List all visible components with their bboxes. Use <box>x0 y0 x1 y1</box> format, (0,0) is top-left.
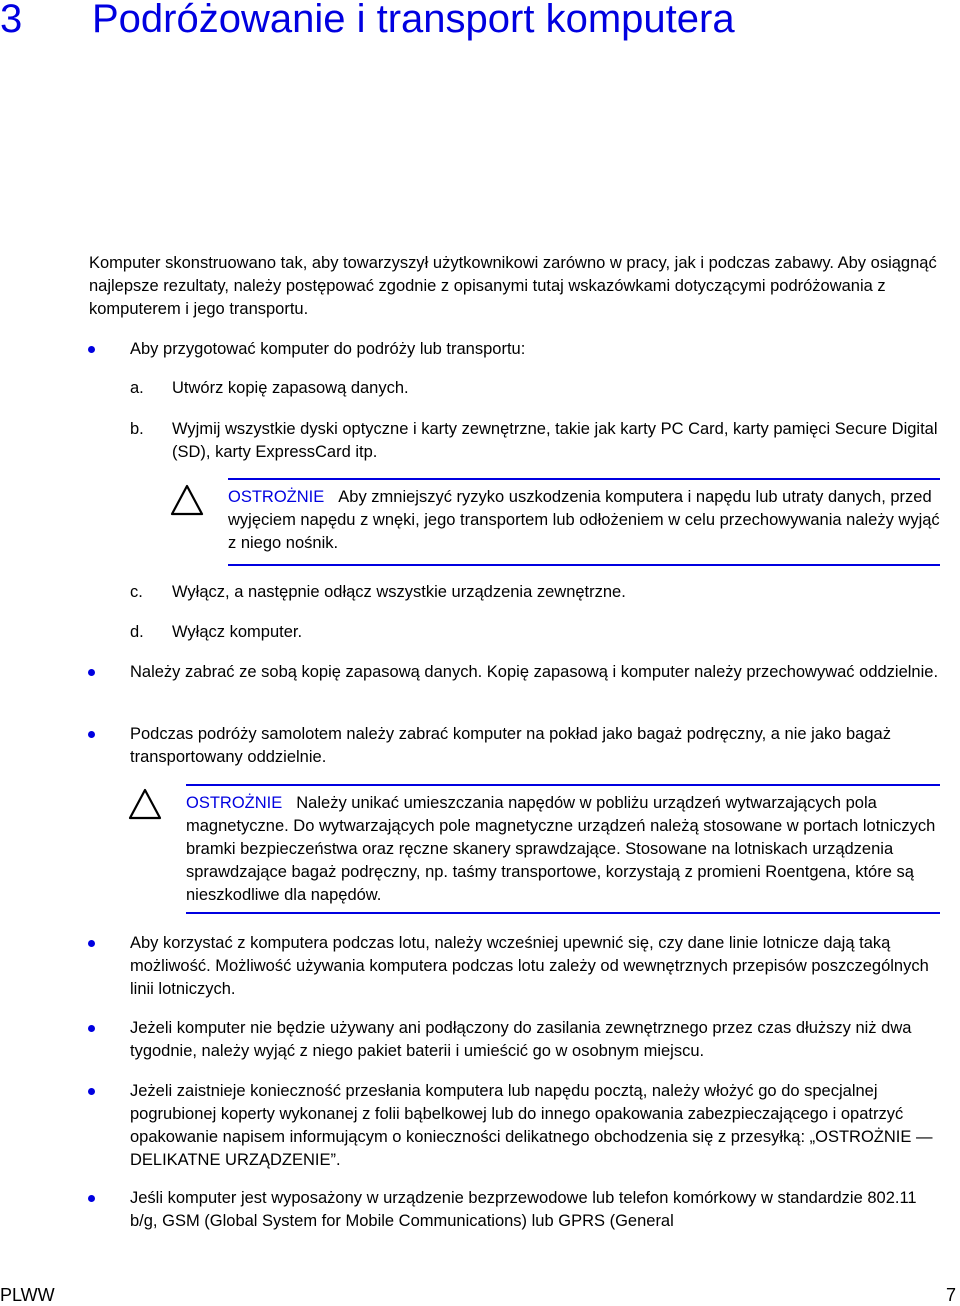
bullet-item-backup: Należy zabrać ze sobą kopię zapasową danych. Kopię zapasową i komputer należy przechowywać oddzielnie. <box>130 663 939 681</box>
caution-bottom-rule <box>186 912 940 914</box>
step-text-c: Wyłącz, a następnie odłącz wszystkie urządzenia zewnętrzne. <box>172 583 626 601</box>
bullet-icon <box>88 1088 95 1095</box>
step-label-d: d. <box>130 623 144 641</box>
intro-paragraph: Komputer skonstruowano tak, aby towarzyszył użytkownikowi zarówno w pracy, jak i podczas zabawy. Aby osiągnąć najlepsze rezultaty, należy postępować zgodnie z opisanymi tutaj wskazówkami dotyczącymi podróżowania z komputerem i jego transportu. <box>89 254 937 318</box>
bullet-icon <box>88 940 95 947</box>
bullet-icon <box>88 731 95 738</box>
step-label-b: b. <box>130 420 144 438</box>
step-text-a: Utwórz kopię zapasową danych. <box>172 379 409 397</box>
page-number: 7 <box>946 1285 957 1305</box>
bullet-icon <box>88 1025 95 1032</box>
bullet-item-battery: Jeżeli komputer nie będzie używany ani podłączony do zasilania zewnętrznego przez czas dłuższy niż dwa tygodnie, należy wyjąć z niego pakiet baterii i umieścić go w osobnym miejscu. <box>130 1019 912 1060</box>
footer-label: PLWW <box>0 1285 55 1305</box>
chapter-title: Podróżowanie i transport komputera <box>92 0 735 41</box>
bullet-icon <box>88 1195 95 1202</box>
caution-bottom-rule <box>228 564 940 566</box>
bullet-icon <box>88 346 95 353</box>
caution-text <box>186 792 940 907</box>
bullet-icon <box>88 669 95 676</box>
caution-keyword: OSTROŻNIE <box>186 794 283 812</box>
caution-top-rule <box>186 784 940 786</box>
warning-triangle-icon <box>128 788 162 820</box>
chapter-number: 3 <box>0 0 23 41</box>
caution-body: Aby zmniejszyć ryzyko uszkodzenia komputera i napędu lub utraty danych, przed wyjęciem napędu z wnęki, jego transportem lub odłożeniem w celu przechowywania należy wyjąć z niego nośnik. <box>228 488 940 552</box>
step-label-a: a. <box>130 379 144 397</box>
step-text-b: Wyjmij wszystkie dyski optyczne i karty zewnętrzne, takie jak karty PC Card, karty pamięci Secure Digital (SD), karty ExpressCard itp. <box>172 420 938 461</box>
bullet-item-wireless: Jeśli komputer jest wyposażony w urządzenie bezprzewodowe lub telefon komórkowy w standardzie 802.11 b/g, GSM (Global System for Mobile Communications) lub GPRS (General <box>130 1189 917 1230</box>
bullet-item-prepare: Aby przygotować komputer do podróży lub transportu: <box>130 340 526 358</box>
warning-triangle-icon <box>170 484 204 516</box>
caution-keyword: OSTROŻNIE <box>228 488 325 506</box>
caution-top-rule <box>228 478 940 480</box>
bullet-item-inflight: Aby korzystać z komputera podczas lotu, należy wcześniej upewnić się, czy dane linie lotnicze dają taką możliwość. Możliwość używania komputera podczas lotu zależy od wewnętrznych przepisów poszczególnych linii lotniczych. <box>130 934 929 998</box>
caution-text <box>228 486 940 555</box>
bullet-item-airplane: Podczas podróży samolotem należy zabrać komputer na pokład jako bagaż podręczny, a nie jako bagaż transportowany oddzielnie. <box>130 725 891 766</box>
caution-body: Należy unikać umieszczania napędów w pobliżu urządzeń wytwarzających pola magnetyczne. Do wytwarzających pole magnetyczne urządzeń należą stosowane w portach lotniczych bramki bezpieczeństwa oraz ręczne skanery sprawdzające. Stosowane na lotniskach urządzenia sprawdzające bagaż podręczny, np. taśmy transportowe, korzystają z promieni Roentgena, które są nieszkodliwe dla napędów. <box>186 794 936 904</box>
step-label-c: c. <box>130 583 143 601</box>
bullet-item-shipping: Jeżeli zaistnieje konieczność przesłania komputera lub napędu pocztą, należy włożyć go do specjalnej pogrubionej koperty wykonanej z folii bąbelkowej lub do innego opakowania zabezpieczającego i opatrzyć opakowanie napisem informującym o konieczności delikatnego obchodzenia się z przesyłką: „OSTROŻNIE — DELIKATNE URZĄDZENIE”. <box>130 1082 933 1169</box>
step-text-d: Wyłącz komputer. <box>172 623 303 641</box>
